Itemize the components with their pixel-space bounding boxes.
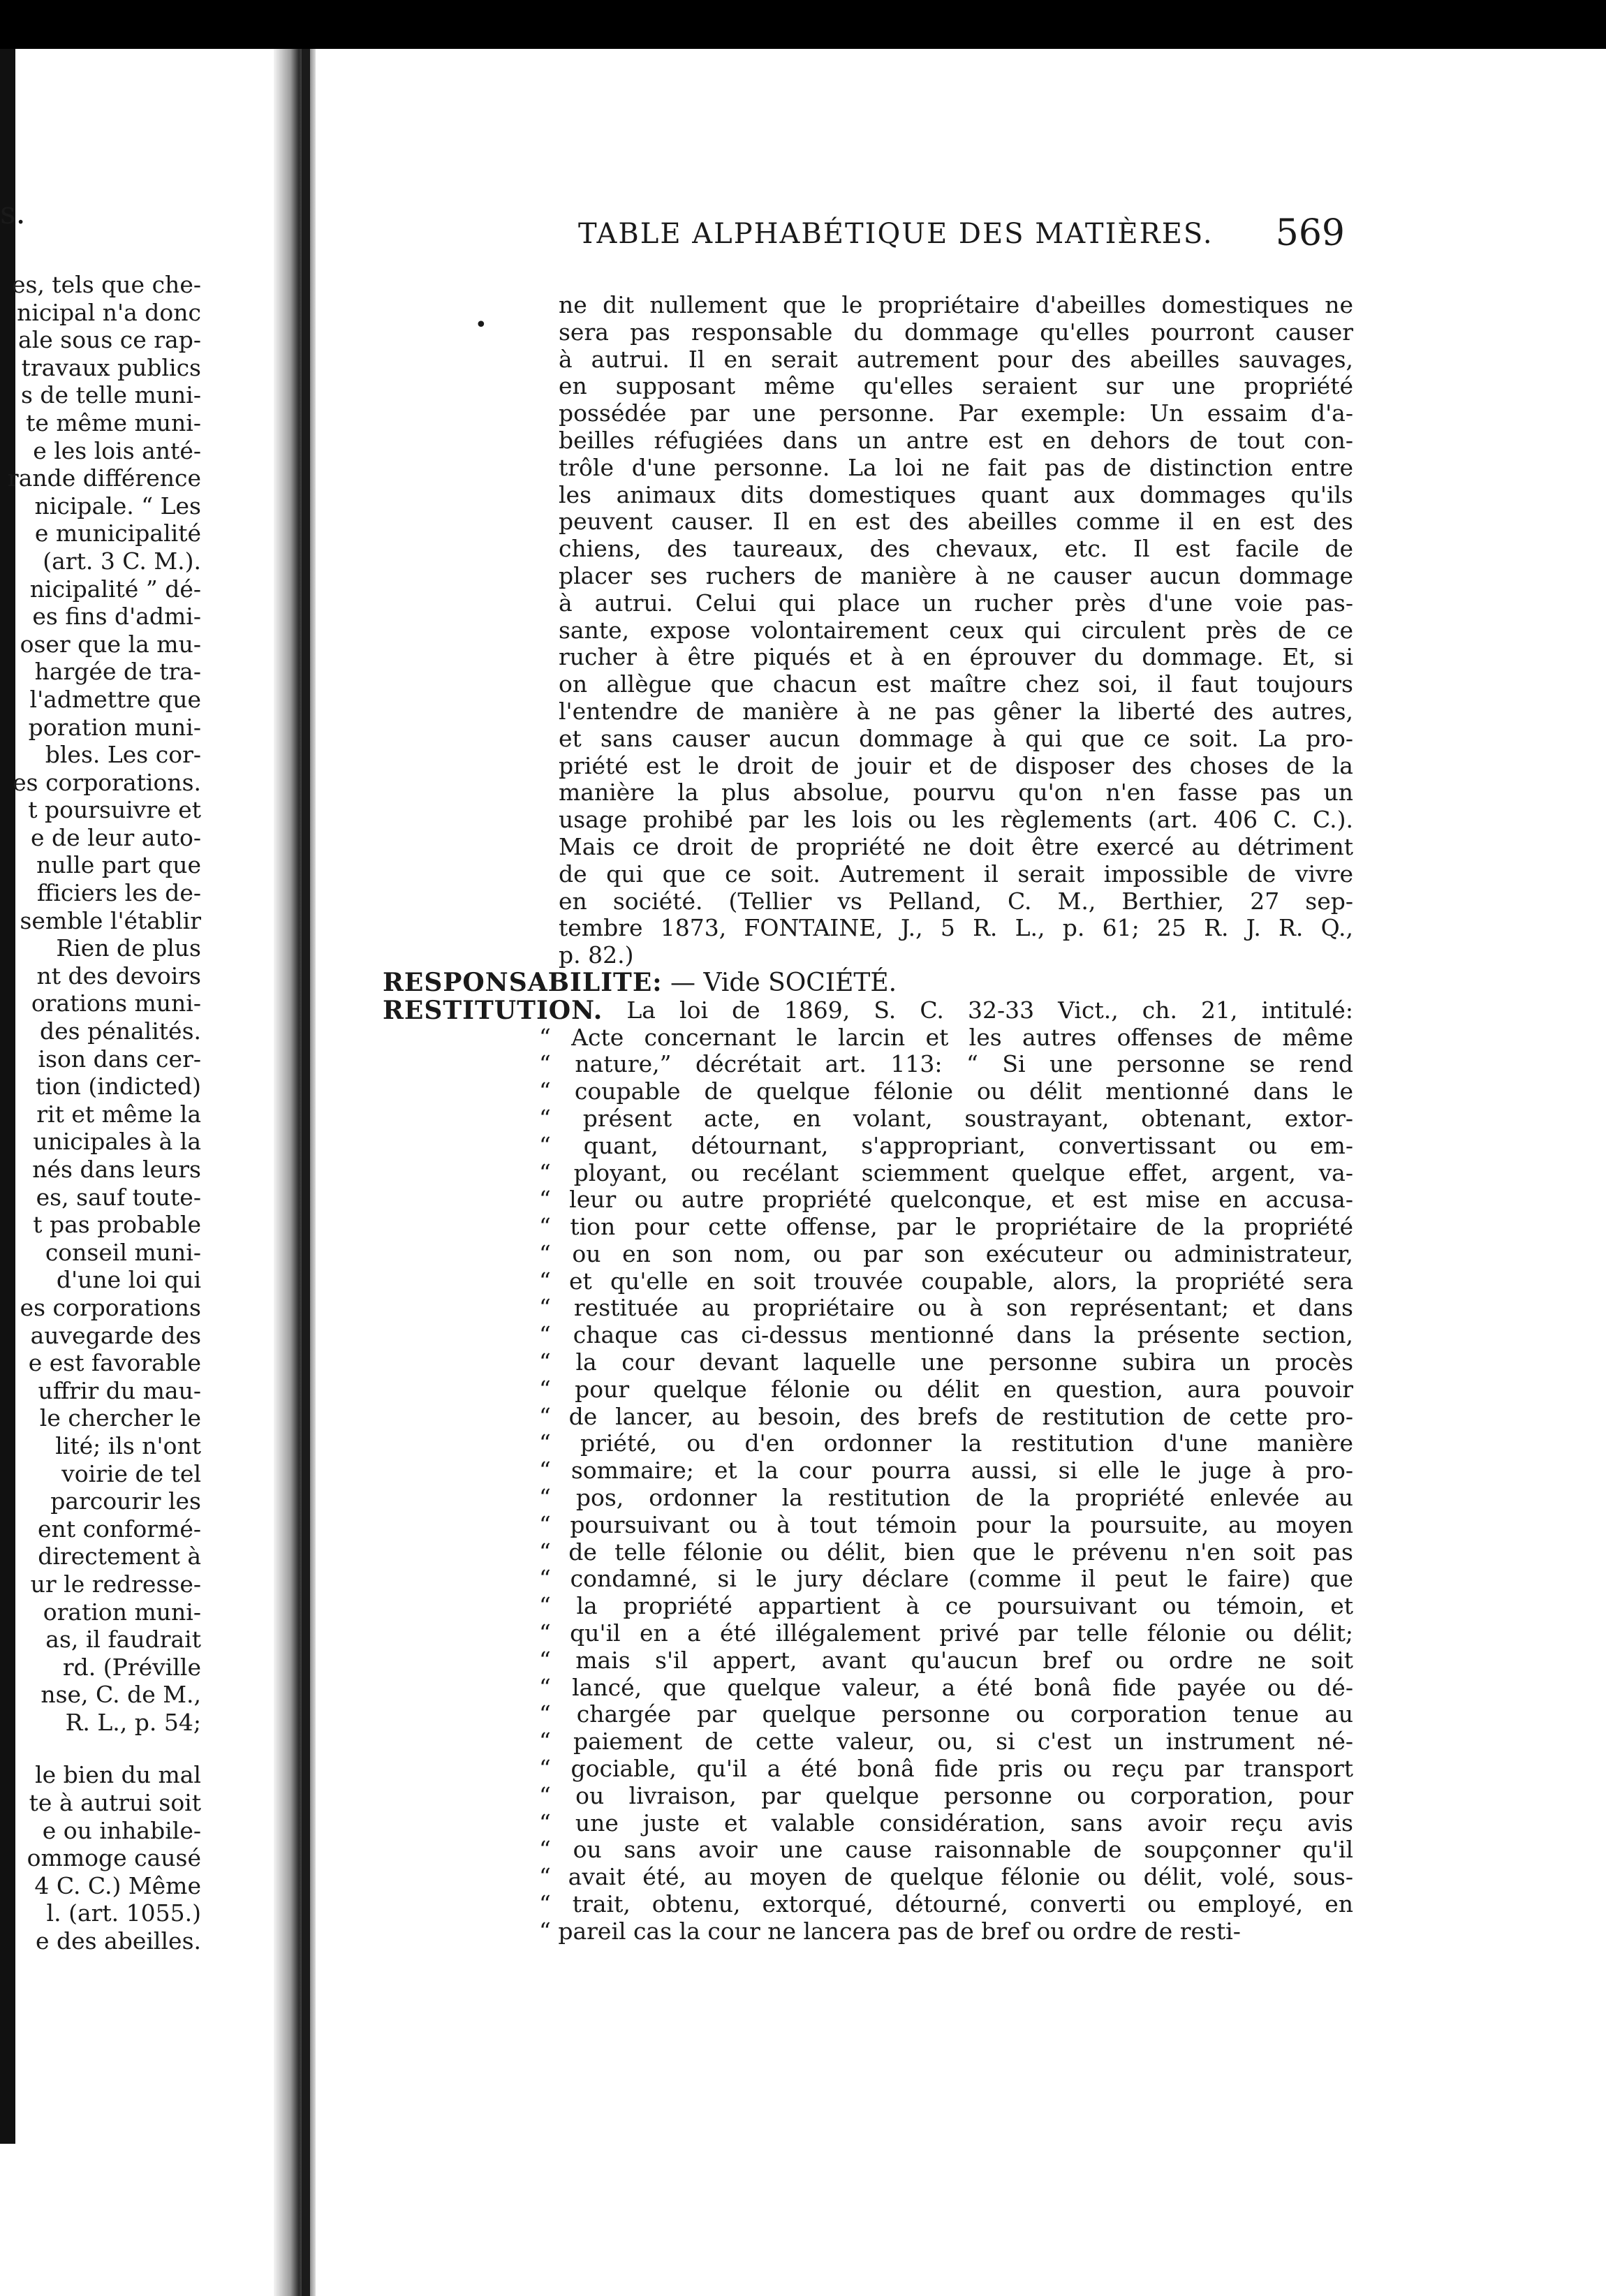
text-line: oser que la mu- [20, 630, 201, 658]
page-number: 569 [1275, 212, 1345, 254]
text-line: de qui que ce soit. Autrement il serait impossible de vivre [559, 860, 1353, 888]
text-line: nés dans leurs [32, 1156, 201, 1183]
text-line: ent conformé- [38, 1515, 201, 1543]
text-line: les animaux dits domestiques quant aux dommages qu'ils [559, 480, 1353, 508]
entry-cross-reference: — Vide SOCIÉTÉ. [662, 968, 897, 997]
text-line: et sans causer aucun dommage à qui que ce soit. La pro- [559, 724, 1353, 752]
text-line: e ou inhabile- [42, 1816, 201, 1844]
entry-word: 32-33 [967, 996, 1035, 1024]
text-line: le chercher le [39, 1404, 201, 1432]
text-line: Mais ce droit de propriété ne doit être exercé au détriment [559, 832, 1353, 860]
text-line: “ ployant, ou recélant sciemment quelque effet, argent, va- [539, 1158, 1353, 1186]
text-line: nicipalité ” dé- [29, 575, 201, 603]
text-line: nicipal n'a donc [17, 298, 201, 326]
text-line: es corporations [20, 1293, 201, 1321]
text-line: e des abeilles. [35, 1927, 201, 1955]
text-line: te même muni- [26, 409, 201, 436]
text-line: e municipalité [34, 520, 201, 547]
text-line: (art. 3 C. M.). [43, 547, 201, 575]
gutter-shadow [302, 49, 310, 2296]
text-line: 4 C. C.) Même [34, 1871, 201, 1899]
entry-headword: RESPONSABILITE: [383, 967, 663, 997]
text-line: es corporations. [13, 768, 201, 796]
text-line: placer ses ruchers de manière à ne causer aucun dommage [559, 561, 1353, 589]
text-line: “ présent acte, en volant, soustrayant, obtenant, extor- [539, 1104, 1353, 1132]
text-line: manière la plus absolue, pourvu qu'on n'en fasse pas un [559, 779, 1353, 807]
text-line: uffrir du mau- [38, 1376, 201, 1404]
text-line: tion (indicted) [35, 1073, 201, 1101]
text-line: nulle part que [36, 851, 201, 879]
text-line: “ une juste et valable considération, sans avoir reçu avis [539, 1809, 1353, 1837]
text-line: “ de telle félonie ou délit, bien que le prévenu n'en soit pas [539, 1538, 1353, 1566]
text-line: sera pas responsable du dommage qu'elles pourront causer [559, 318, 1353, 346]
text-line: possédée par une personne. Par exemple: Un essaim d'a- [559, 399, 1353, 427]
text-line: “ nature,” décrétait art. 113: “ Si une personne se rend [539, 1050, 1353, 1078]
text-line: “ ou en son nom, ou par son exécuteur ou administrateur, [539, 1239, 1353, 1267]
text-line: conseil muni- [45, 1238, 201, 1266]
text-line: fficiers les de- [36, 879, 201, 907]
text-line: nt des devoirs [36, 962, 201, 989]
text-line: “ chargée par quelque personne ou corporation tenue au [539, 1700, 1353, 1728]
text-line: rd. (Préville [62, 1653, 201, 1681]
text-line: lité; ils n'ont [55, 1432, 201, 1459]
text-line: te à autrui soit [29, 1789, 201, 1817]
entry-word: C. [920, 996, 944, 1024]
text-line: “ pareil cas la cour ne lancera pas de bref ou ordre de resti- [539, 1917, 1241, 1945]
text-line: rande différence [7, 464, 201, 492]
text-line: “ Acte concernant le larcin et les autres offenses de même [539, 1023, 1353, 1051]
text-line: t poursuivre et [28, 796, 201, 824]
left-page-header: s. [0, 196, 26, 231]
text-line: Rien de plus [56, 934, 201, 962]
left-page-text [8, 271, 201, 1955]
text-line: R. L., p. 54; [65, 1708, 201, 1736]
entry-first-line [383, 997, 1353, 1024]
text-line: e les lois anté- [33, 436, 201, 464]
text-line: “ coupable de quelque félonie ou délit mentionné dans le [539, 1077, 1353, 1105]
text-line: “ restituée au propriétaire ou à son représentant; et dans [539, 1294, 1353, 1322]
text-line: “ la cour devant laquelle une personne subira un procès [539, 1348, 1353, 1376]
continuation-paragraph [383, 292, 1353, 969]
text-line: le bien du mal [35, 1761, 201, 1789]
text-line: “ trait, obtenu, extorqué, détourné, converti ou employé, en [539, 1890, 1353, 1918]
text-line: orations muni- [31, 989, 201, 1017]
text-line: e de leur auto- [31, 823, 201, 851]
text-line: “ de lancer, au besoin, des brefs de restitution de cette pro- [539, 1402, 1353, 1430]
text-line: tembre 1873, FONTAINE, J., 5 R. L., p. 61; 25 R. J. R. Q., [559, 914, 1353, 942]
text-line: chiens, des taureaux, des chevaux, etc. Il est facile de [559, 535, 1353, 563]
text-line: parcourir les [50, 1487, 201, 1515]
text-line: auvegarde des [30, 1321, 201, 1349]
text-line: “ lancé, que quelque valeur, a été bonâ fide payée ou dé- [539, 1673, 1353, 1701]
text-line: ne dit nullement que le propriétaire d'abeilles domestiques ne [559, 291, 1353, 318]
text-line: peuvent causer. Il en est des abeilles comme il en est des [559, 508, 1353, 536]
text-line: d'une loi qui [56, 1266, 201, 1294]
text-line: à autrui. Celui qui place un rucher près d'une voie pas- [559, 589, 1353, 617]
entry-word: La [626, 996, 656, 1024]
text-line: trôle d'une personne. La loi ne fait pas de distinction entre [559, 453, 1353, 481]
text-line: “ pos, ordonner la restitution de la propriété enlevée au [539, 1484, 1353, 1512]
text-line: on allègue que chacun est maître chez soi, il faut toujours [559, 670, 1353, 698]
text-line: es fins d'admi- [32, 603, 201, 631]
entry-word: de [732, 996, 760, 1024]
text-line: beilles réfugiées dans un antre est en dehors de tout con- [559, 426, 1353, 454]
text-line: bles. Les cor- [45, 741, 201, 769]
text-line: as, il faudrait [45, 1626, 201, 1654]
text-line: “ leur ou autre propriété quelconque, et est mise en accusa- [539, 1186, 1353, 1214]
text-line: “ paiement de cette valeur, ou, si c'est un instrument né- [539, 1728, 1353, 1756]
text-line: es, tels que che- [11, 271, 201, 298]
entry-word: loi [679, 996, 708, 1024]
text-line: “ ou livraison, par quelque personne ou corporation, pour [539, 1781, 1353, 1809]
text-line: p. 82.) [559, 941, 634, 969]
entry-word: 21, [1201, 996, 1238, 1024]
text-line: l. (art. 1055.) [46, 1899, 201, 1927]
scan-top-border [0, 0, 1606, 49]
text-line: s de telle muni- [21, 381, 201, 409]
text-line: “ et qu'elle en soit trouvée coupable, alors, la propriété sera [539, 1267, 1353, 1295]
text-line: “ mais s'il appert, avant qu'aucun bref ou ordre ne soit [539, 1646, 1353, 1674]
text-line: en société. (Tellier vs Pelland, C. M., Berthier, 27 sep- [559, 887, 1353, 915]
entry-word: intitulé: [1261, 996, 1353, 1024]
text-line: “ gociable, qu'il a été bonâ fide pris ou reçu par transport [539, 1755, 1353, 1783]
entry-word: S. [874, 996, 897, 1024]
entry-word: 1869, [783, 996, 850, 1024]
text-line: des pénalités. [40, 1017, 201, 1045]
text-line: l'admettre que [29, 685, 201, 713]
text-line: voirie de tel [61, 1459, 201, 1487]
text-line: “ chaque cas ci-dessus mentionné dans la présente section, [539, 1321, 1353, 1349]
running-title: TABLE ALPHABÉTIQUE DES MATIÈRES. [578, 218, 1214, 250]
text-line: ommoge causé [27, 1844, 201, 1872]
text-line: es, sauf toute- [36, 1183, 201, 1211]
text-line: hargée de tra- [34, 658, 201, 686]
text-line: semble l'établir [20, 906, 201, 934]
text-line: travaux publics [21, 353, 201, 381]
text-line: nicipale. “ Les [34, 492, 201, 520]
text-line: “ avait été, au moyen de quelque félonie ou délit, volé, sous- [539, 1863, 1353, 1891]
entry-quotation [383, 1024, 1353, 1945]
text-line: oration muni- [43, 1598, 201, 1626]
entry-restitution [383, 997, 1353, 1945]
text-line: usage prohibé par les lois ou les règlements (art. 406 C. C.). [559, 806, 1353, 834]
entry-word: Vict., [1058, 996, 1119, 1024]
page-body [383, 292, 1353, 1945]
text-line: ale sous ce rap- [18, 326, 201, 354]
entry-responsabilite [383, 969, 1353, 997]
text-line: “ tion pour cette offense, par le propriétaire de la propriété [539, 1213, 1353, 1241]
text-line: “ condamné, si le jury déclare (comme il peut le faire) que [539, 1565, 1353, 1593]
text-line: ison dans cer- [38, 1045, 201, 1073]
text-line: directement à [38, 1543, 201, 1570]
entry-word: ch. [1142, 996, 1177, 1024]
text-line: rit et même la [36, 1100, 201, 1128]
text-line: “ pour quelque félonie ou délit en question, aura pouvoir [539, 1375, 1353, 1403]
left-page-fragment [0, 49, 274, 2296]
text-line: “ priété, ou d'en ordonner la restitution d'une manière [539, 1429, 1353, 1457]
text-line: rucher à être piqués et à en éprouver du dommage. Et, si [559, 643, 1353, 671]
text-line: “ qu'il en a été illégalement privé par telle félonie ou délit; [539, 1619, 1353, 1647]
entry-headword: RESTITUTION. [383, 995, 603, 1025]
line-gap [8, 1736, 201, 1761]
text-line: “ la propriété appartient à ce poursuivant ou témoin, et [539, 1592, 1353, 1620]
text-line: poration muni- [28, 713, 201, 741]
text-line: nse, C. de M., [40, 1681, 201, 1709]
text-line: à autrui. Il en serait autrement pour des abeilles sauvages, [559, 345, 1353, 373]
text-line: l'entendre de manière à ne pas gêner la liberté des autres, [559, 697, 1353, 725]
text-line: t pas probable [33, 1211, 201, 1239]
text-line: “ ou sans avoir une cause raisonnable de soupçonner qu'il [539, 1836, 1353, 1864]
text-line: sante, expose volontairement ceux qui circulent près de ce [559, 616, 1353, 644]
text-line: “ poursuivant ou à tout témoin pour la poursuite, au moyen [539, 1510, 1353, 1538]
text-line: ur le redresse- [30, 1570, 201, 1598]
text-line: en supposant même qu'elles seraient sur une propriété [559, 372, 1353, 400]
text-line: “ sommaire; et la cour pourra aussi, si elle le juge à pro- [539, 1457, 1353, 1485]
margin-dot: • [475, 313, 487, 337]
text-line: “ quant, détournant, s'appropriant, convertissant ou em- [539, 1131, 1353, 1159]
text-line: e est favorable [28, 1349, 201, 1377]
text-line: unicipales à la [33, 1128, 201, 1156]
text-line: priété est le droit de jouir et de disposer des choses de la [559, 751, 1353, 779]
